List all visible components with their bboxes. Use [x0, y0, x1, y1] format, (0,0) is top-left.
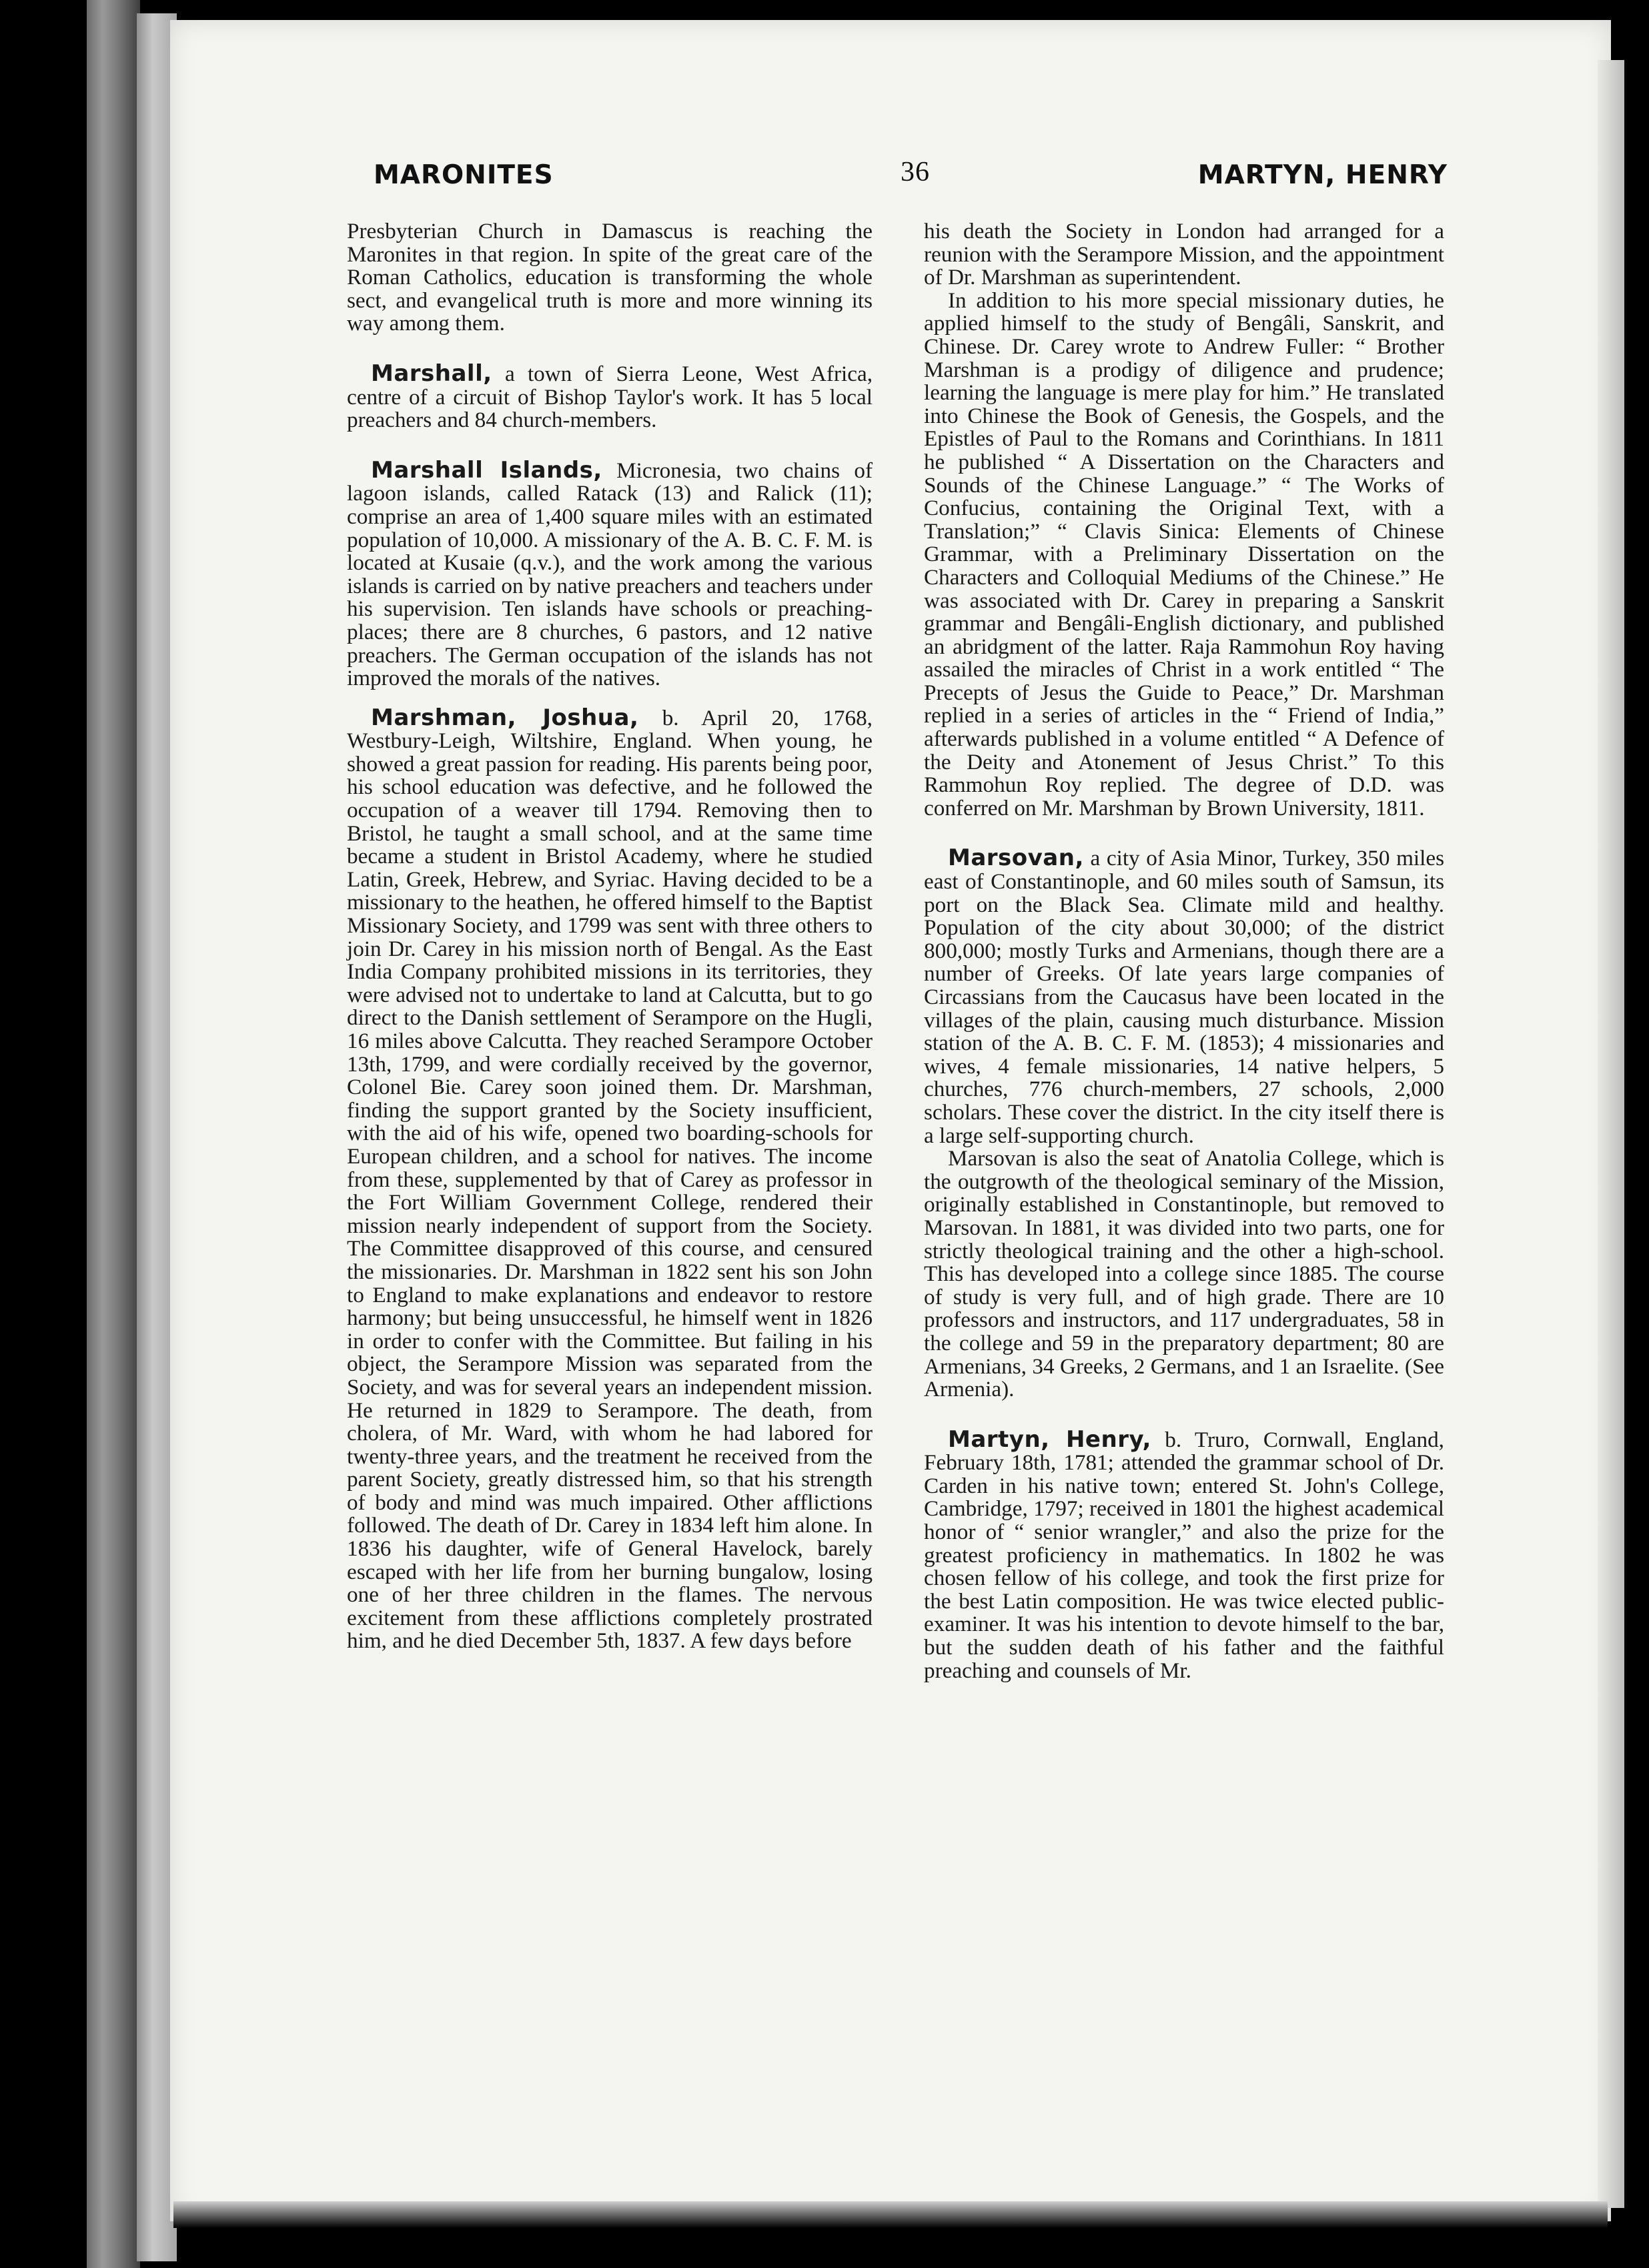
- running-head: [374, 157, 1448, 200]
- headword: Marshall Islands,: [371, 456, 602, 484]
- entry-text: b. April 20, 1768, Westbury-Leigh, Wiltshire, England. When young, he showed a great passion for reading. His parents being poor, his school education was defective, and he followed the occupation of a weaver till 1794. Removing then to Bristol, he taught a small school, and at the same time became a student in Bristol Academy, where he studied Latin, Greek, Hebrew, and Syriac. Having decided to be a missionary to the heathen, he offered himself to the Baptist Missionary Society, and 1799 was sent with three others to join Dr. Carey in his mission north of Bengal. As the East India Company prohibited missions in its territories, they were advised not to undertake to land at Calcutta, but to go direct to the Danish settlement of Serampore on the Hugli, 16 miles above Calcutta. They reached Serampore October 13th, 1799, and were cordially received by the governor, Colonel Bie. Carey soon joined them. Dr. Marshman, finding the support granted by the Society insufficient, with the aid of his wife, opened two boarding-schools for European children, and a school for natives. The income from these, supplemented by that of Carey as professor in the Fort William Government College, rendered their mission nearly independent of support from the Society. The Committee disapproved of this course, and censured the missionaries. Dr. Marshman in 1822 sent his son John to England to make explanations and endeavor to restore harmony; but being unsuccessful, he himself went in 1826 in order to confer with the Committee. But failing in his object, the Serampore Mission was separated from the Society, and was for several years an independent mission. He returned in 1829 to Serampore. The death, from cholera, of Mr. Ward, with whom he had labored for twenty-three years, and the treatment he received from the parent Society, greatly distressed him, so that his strength of body and mind was much impaired. Other afflictions followed. The death of Dr. Carey in 1834 left him alone. In 1836 his daughter, wife of General Havelock, barely escaped with her life from her burning bungalow, losing one of her three children in the flames. The nervous excitement from these afflictions completely prostrated him, and he died December 5th, 1837. A few days before: [347, 705, 873, 1654]
- page-number: 36: [901, 157, 930, 187]
- entry-marsovan: [924, 846, 1444, 1147]
- headword: Martyn, Henry,: [948, 1426, 1151, 1453]
- entry-marshman-joshua: [347, 706, 873, 1653]
- right-column: [924, 220, 1444, 1682]
- entry-text: a town of Sierra Leone, West Africa, centre of a circuit of Bishop Taylor's work. It has 5 local preachers and 84 church-members.: [347, 361, 873, 433]
- marsovan-paragraph-2: Marsovan is also the seat of Anatolia College, which is the outgrowth of the theological seminary of the Mission, originally established in Constantinople, but removed to Marsovan. In 1881, it was divided into two parts, one for strictly theological training and the other a high-school. This has developed into a college since 1885. The course of study is very full, and of high grade. There are 10 professors and instructors, and 117 undergraduates, 58 in the college and 59 in the preparatory department; 80 are Armenians, 34 Greeks, 2 Germans, and 1 an Israelite. (See Armenia).: [924, 1146, 1444, 1402]
- headword: Marsovan,: [948, 844, 1084, 872]
- left-column: [347, 220, 873, 1653]
- entry-marshall: [347, 362, 873, 432]
- marshman-continuation: his death the Society in London had arranged for a reunion with the Serampore Mission, and the appointment of Dr. Marshman as superintendent.: [924, 219, 1444, 290]
- headword: Marshall,: [371, 360, 492, 387]
- running-head-left: MARONITES: [374, 160, 554, 190]
- book-spine: [87, 0, 140, 2268]
- entry-marshall-islands: [347, 456, 873, 691]
- headword: Marshman, Joshua,: [371, 704, 639, 731]
- running-head-right: MARTYN, HENRY: [1197, 160, 1448, 190]
- page-bottom-shadow: [173, 2201, 1608, 2228]
- entry-martyn-henry: [924, 1428, 1444, 1683]
- maronites-continuation: Presbyterian Church in Damascus is reaching the Maronites in that region. In spite of the great care of the Roman Catholics, education is transforming the whole sect, and evangelical truth is more and more winning its way among them.: [347, 219, 873, 336]
- entry-text: Micronesia, two chains of lagoon islands, called Ratack (13) and Ralick (11); comprise an area of 1,400 square miles with an estimated population of 10,000. A missionary of the A. B. C. F. M. is located at Kusaie (q.v.), and the work among the various islands is carried on by native preachers and teachers under his supervision. Ten islands have schools or preaching-places; there are 8 churches, 6 pastors, and 12 native preachers. The German occupation of the islands has not improved the morals of the natives.: [347, 458, 873, 691]
- marshman-paragraph-2: In addition to his more special missionary duties, he applied himself to the study of Bengâli, Sanskrit, and Chinese. Dr. Carey wrote to Andrew Fuller: “ Brother Marshman is a prodigy of diligence and prudence; learning the language is mere play for him.” He translated into Chinese the Book of Genesis, the Gospels, and the Epistles of Paul to the Romans and Corinthians. In 1811 he published “ A Dissertation on the Characters and Sounds of the Chinese Language.” “ The Works of Confucius, containing the Original Text, with a Translation;” “ Clavis Sinica: Elements of Chinese Grammar, with a Preliminary Dissertation on the Characters and Colloquial Mediums of the Chinese.” He was associated with Dr. Carey in preparing a Sanskrit grammar and Bengâli-English dictionary, and published an abridgment of the latter. Raja Rammohun Roy having assailed the miracles of Christ in a work entitled “ The Precepts of Jesus the Guide to Peace,” Dr. Marshman replied in a series of articles in the “ Friend of India,” afterwards published in a volume entitled “ A Defence of the Deity and Atonement of Jesus Christ.” To this Rammohun Roy replied. The degree of D.D. was conferred on Mr. Marshman by Brown University, 1811.: [924, 288, 1444, 820]
- entry-text: a city of Asia Minor, Turkey, 350 miles east of Constantinople, and 60 miles south of Samsun, its port on the Black Sea. Climate mild and healthy. Population of the city about 30,000; of the district 800,000; mostly Turks and Armenians, though there are a number of Greeks. Of late years large companies of Circassians from the Caucasus have been located in the villages of the plain, causing much disturbance. Mission station of the A. B. C. F. M. (1853); 4 missionaries and wives, 4 female missionaries, 14 native helpers, 5 churches, 776 church-members, 27 schools, 2,000 scholars. These cover the district. In the city itself there is a large self-supporting church.: [924, 846, 1444, 1148]
- entry-text: b. Truro, Cornwall, England, February 18th, 1781; attended the grammar school of Dr. Carden in his native town; entered St. John's College, Cambridge, 1797; received in 1801 the highest academical honor of “ senior wrangler,” and also the prize for the greatest proficiency in mathematics. In 1802 he was chosen fellow of his college, and took the first prize for the best Latin composition. He was twice elected public-examiner. It was his intention to devote himself to the bar, but the sudden death of his father and the faithful preaching and counsels of Mr.: [924, 1427, 1444, 1683]
- page-edge: [1598, 60, 1624, 2208]
